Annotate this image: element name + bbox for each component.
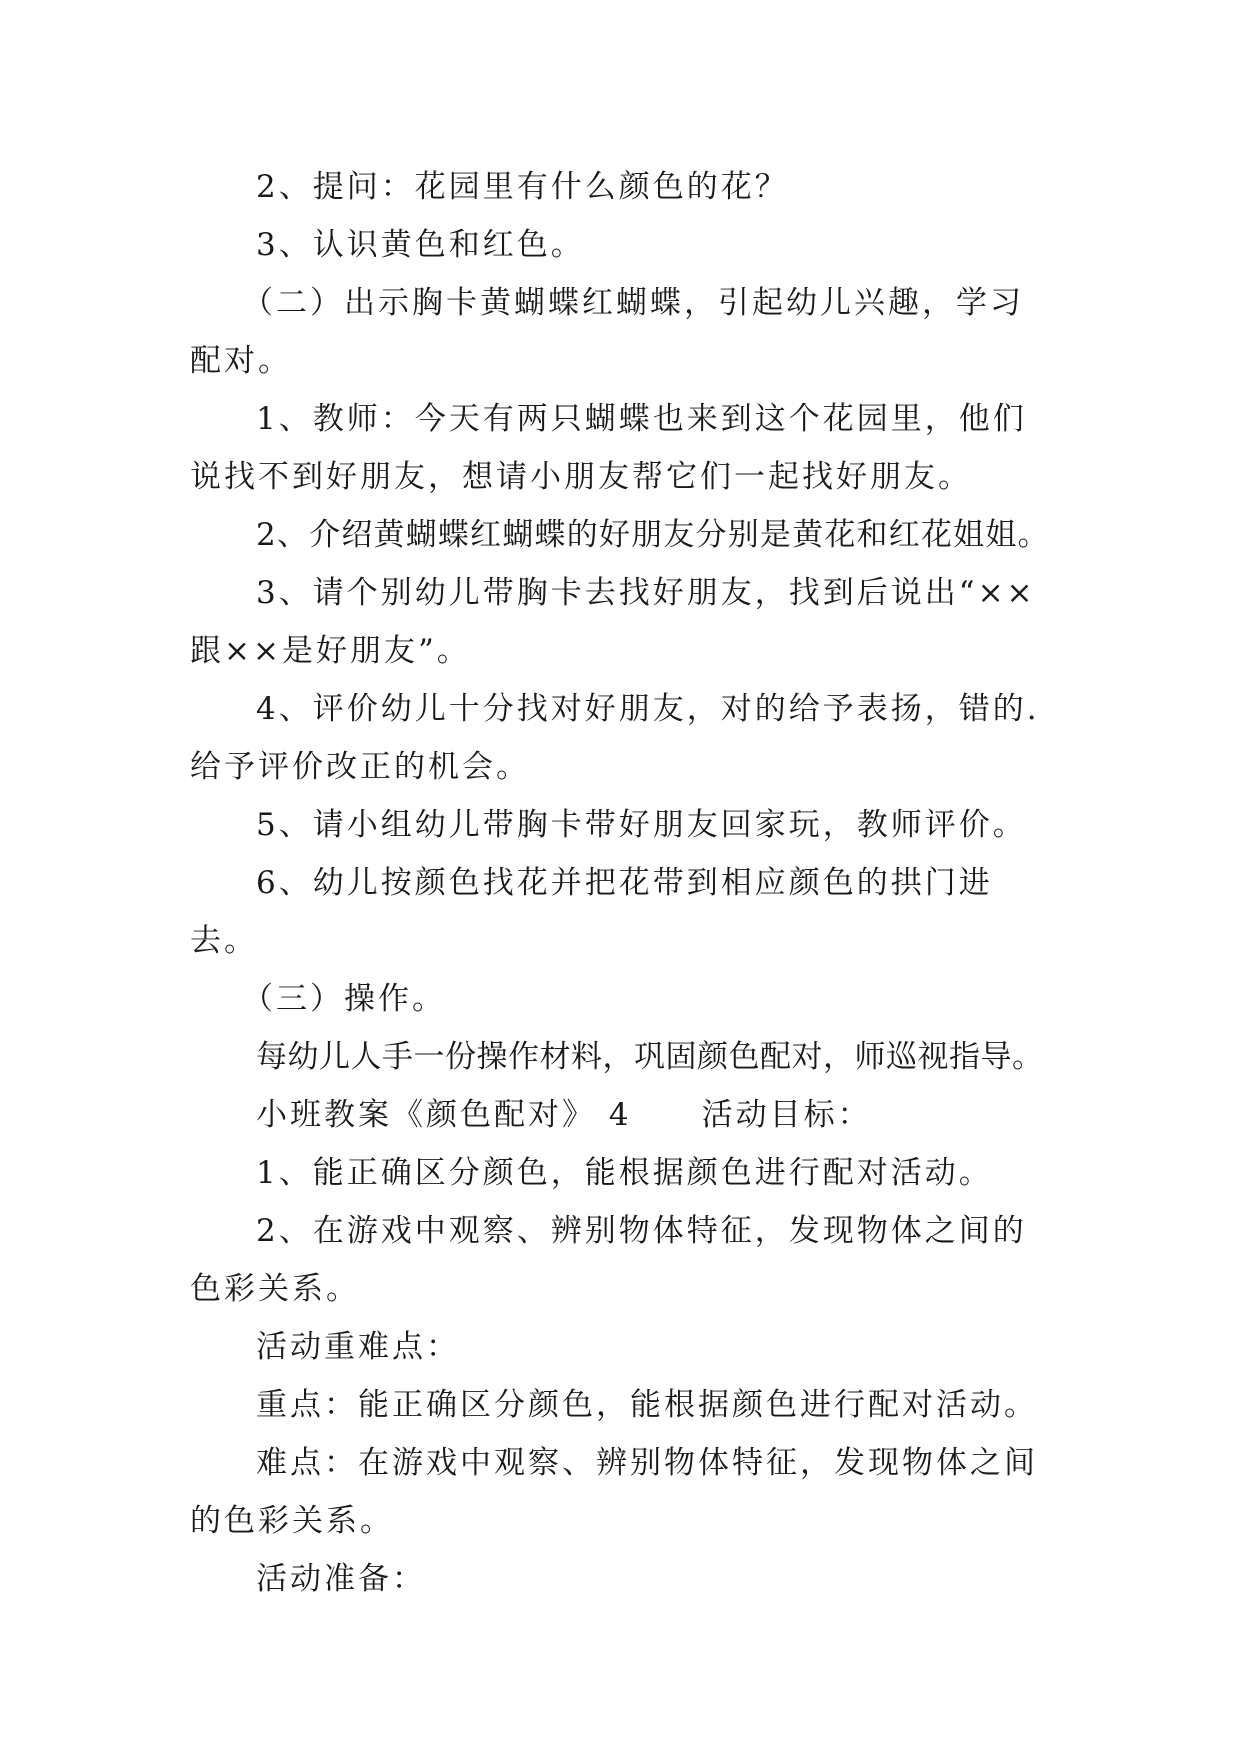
paragraph: 重点：能正确区分颜色，能根据颜色进行配对活动。 xyxy=(256,1387,1038,1423)
paragraph: 2、提问：花园里有什么颜色的花？ xyxy=(256,169,789,205)
paragraph: 3、认识黄色和红色。 xyxy=(256,227,585,263)
paragraph: 1、能正确区分颜色，能根据颜色进行配对活动。 xyxy=(256,1155,993,1191)
paragraph: 5、请小组幼儿带胸卡带好朋友回家玩，教师评价。 xyxy=(256,807,1027,843)
section-subheading: 活动准备： xyxy=(256,1561,426,1597)
lesson-subtitle: 活动目标： xyxy=(701,1097,872,1133)
paragraph: 1、教师：今天有两只蝴蝶也来到这个花园里，他们说找不到好朋友，想请小朋友帮它们一起找好朋友。 xyxy=(190,401,1027,495)
paragraph: 6、幼儿按颜色找花并把花带到相应颜色的拱门进去。 xyxy=(190,865,993,959)
section-subheading: （三）操作。 xyxy=(242,981,446,1017)
lesson-title: 小班教案《颜色配对》 4 xyxy=(256,1097,632,1133)
paragraph: 2、介绍黄蝴蝶红蝴蝶的好朋友分别是黄花和红花姐姐。 xyxy=(256,517,1050,553)
paragraph: 每幼儿人手一份操作材料，巩固颜色配对，师巡视指导。 xyxy=(256,1039,1044,1075)
lesson-heading xyxy=(190,1086,1050,1144)
paragraph: （二）出示胸卡黄蝴蝶红蝴蝶，引起幼儿兴趣，学习配对。 xyxy=(190,285,1024,379)
paragraph: 4、评价幼儿十分找对好朋友，对的给予表扬，错的.给予评价改正的机会。 xyxy=(190,691,1040,785)
document-page xyxy=(190,158,1050,1608)
section-subheading: 活动重难点： xyxy=(256,1329,460,1365)
paragraph: 3、请个别幼儿带胸卡去找好朋友，找到后说出“××跟××是好朋友”。 xyxy=(190,575,1036,669)
paragraph: 难点：在游戏中观察、辨别物体特征，发现物体之间的色彩关系。 xyxy=(190,1445,1038,1539)
paragraph: 2、在游戏中观察、辨别物体特征，发现物体之间的色彩关系。 xyxy=(190,1213,1027,1307)
